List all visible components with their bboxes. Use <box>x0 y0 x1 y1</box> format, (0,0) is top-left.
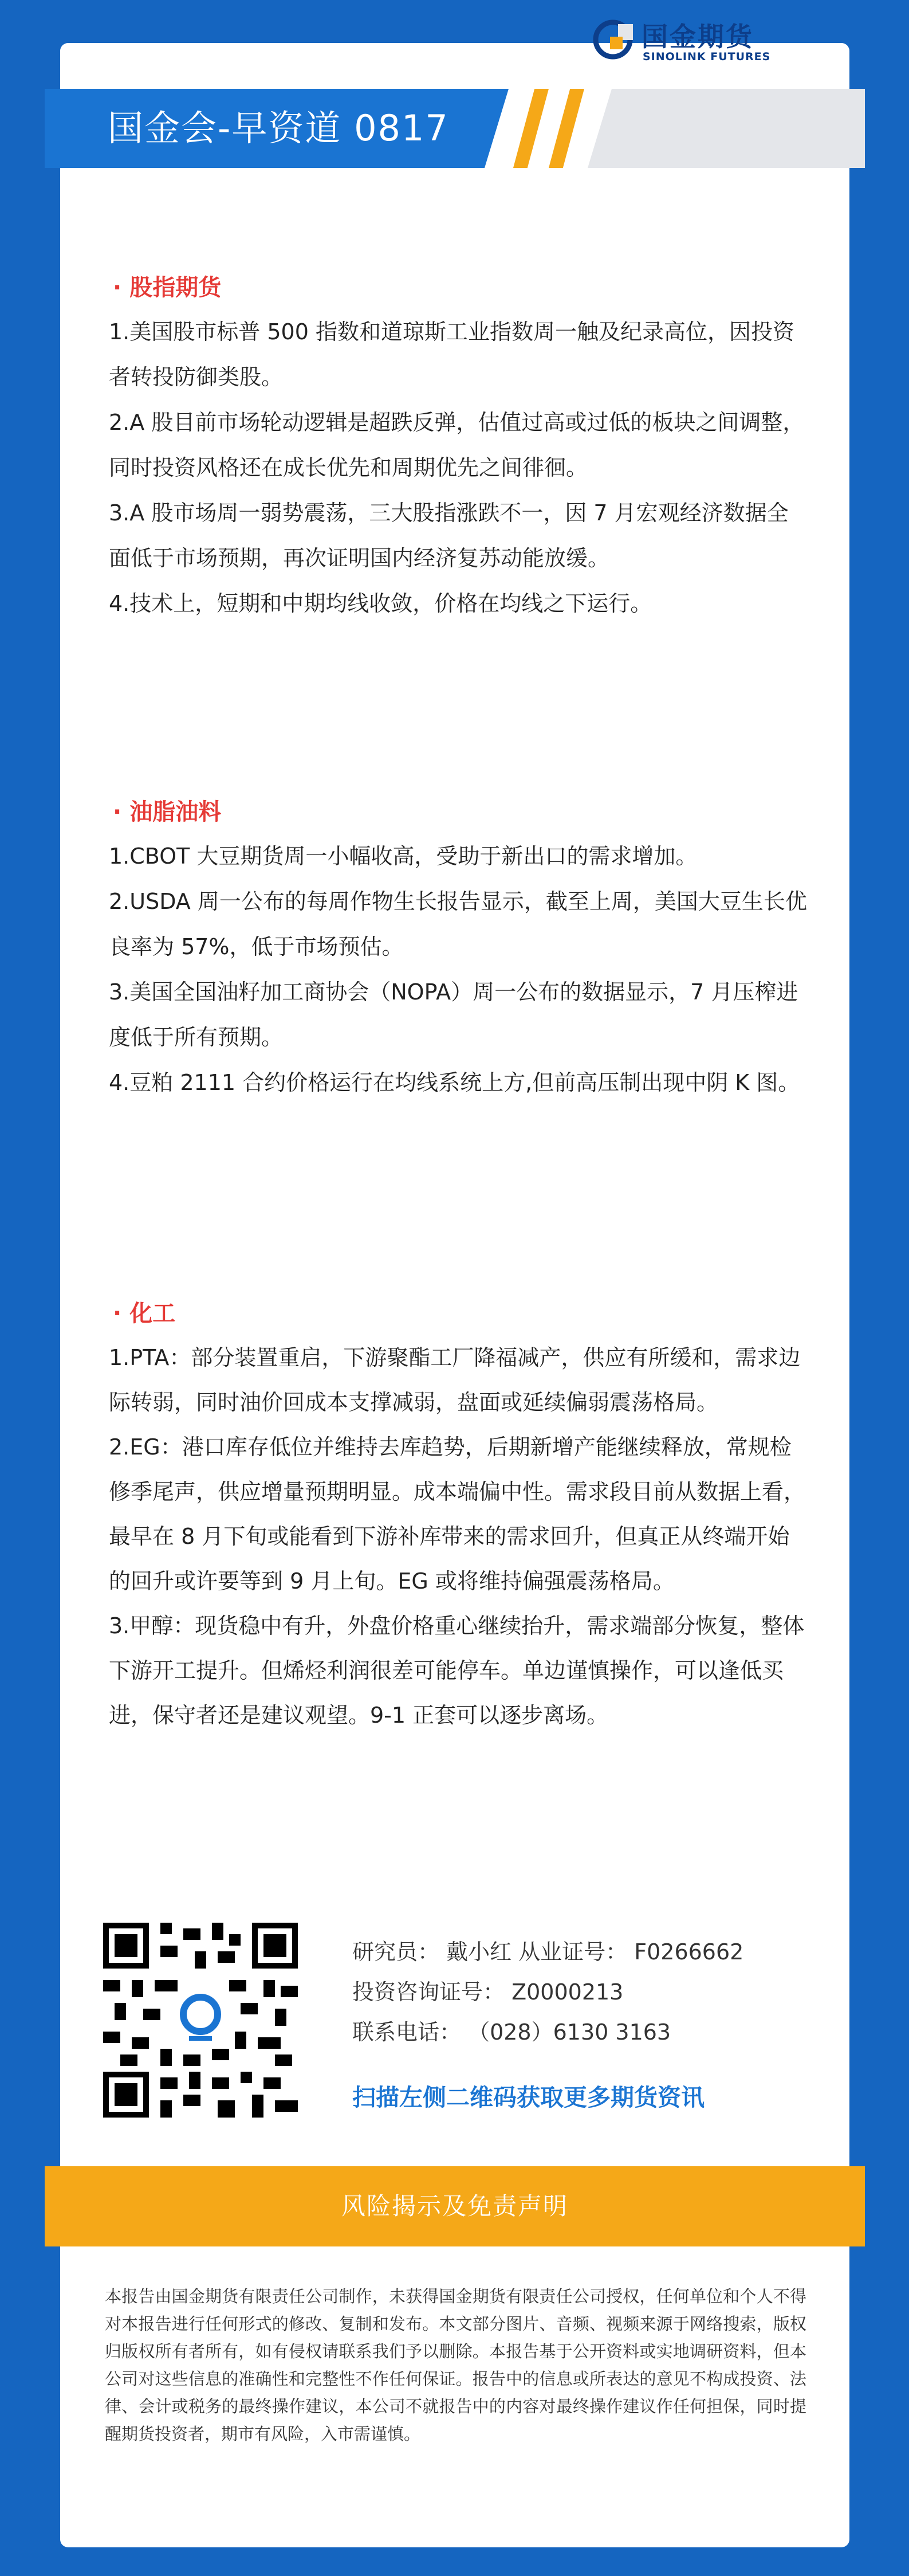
section-body-oils <box>109 834 808 1105</box>
researcher-line: 研究员： 戴小红 从业证号： F0266662 <box>352 1939 744 1965</box>
page-title: 国金会-早资道 0817 <box>108 107 449 149</box>
list-item: 3.A 股市场周一弱势震荡，三大股指涨跌不一，因 7 月宏观经济数据全面低于市场预期，再次证明国内经济复苏动能放缓。 <box>109 500 789 571</box>
scan-hint: 扫描左侧二维码获取更多期货资讯 <box>352 2084 705 2111</box>
section-title-chemicals: · 化工 <box>113 1300 176 1327</box>
disclaimer-title: 风险揭示及免责声明 <box>45 2166 865 2246</box>
header-banner <box>45 89 865 168</box>
list-item: 2.A 股目前市场轮动逻辑是超跌反弹，估值过高或过低的板块之间调整，同时投资风格还在成长优先和周期优先之间徘徊。 <box>109 410 805 480</box>
phone-line: 联系电话： （028）6130 3163 <box>352 2020 671 2045</box>
section-title-oils: · 油脂油料 <box>113 799 222 825</box>
bullet-dot-icon: · <box>113 799 122 825</box>
list-item: 3.美国全国油籽加工商协会（NOPA）周一公布的数据显示，7 月压榨进度低于所有预期。 <box>109 979 798 1050</box>
section-body-chemicals <box>109 1335 808 1738</box>
logo-text-cn: 国金期货 <box>642 21 754 52</box>
section-title-stock-index: · 股指期货 <box>113 275 222 301</box>
logo-text-en: SINOLINK FUTURES <box>643 50 771 63</box>
list-item: 4.豆粕 2111 合约价格运行在均线系统上方,但前高压制出现中阴 K 图。 <box>109 1070 800 1095</box>
banner-logo-block <box>588 89 865 168</box>
list-item: 3.甲醇：现货稳中有升，外盘价格重心继续抬升，需求端部分恢复，整体下游开工提升。但烯烃利润很差可能停车。单边谨慎操作，可以逢低买进，保守者还是建议观望。9-1 正套可以逐步离场。 <box>109 1613 805 1728</box>
list-item: 2.EG：港口库存低位并维持去库趋势，后期新增产能继续释放，常规检修季尾声，供应增量预期明显。成本端偏中性。需求段目前从数据上看，最早在 8 月下旬或能看到下游补库带来的需求回升，但真正从终端开始的回升或许要等到 9 月上旬。EG 或将维持偏强震荡格局。 <box>109 1434 806 1594</box>
banner-stripe <box>513 89 549 168</box>
list-item: 2.USDA 周一公布的每周作物生长报告显示，截至上周，美国大豆生长优良率为 57%，低于市场预估。 <box>109 889 807 959</box>
bullet-dot-icon: · <box>113 275 122 301</box>
disclaimer-text: 本报告由国金期货有限责任公司制作，未获得国金期货有限责任公司授权，任何单位和个人不得对本报告进行任何形式的修改、复制和发布。本文部分图片、音频、视频来源于网络搜索，版权归版权所有者所有，如有侵权请联系我们予以删除。本报告基于公开资料或实地调研资料，但本公司对这些信息的准确性和完整性不作任何保证。报告中的信息或所表达的意见不构成投资、法律、会计或税务的最终操作建议，本公司不就报告中的内容对最终操作建议作任何担保，同时提醒期货投资者，期市有风险，入市需谨慎。 <box>105 2287 806 2444</box>
banner-stripe <box>549 89 584 168</box>
list-item: 1.CBOT 大豆期货周一小幅收高，受助于新出口的需求增加。 <box>109 844 698 869</box>
list-item: 4.技术上，短期和中期均线收敛，价格在均线之下运行。 <box>109 591 652 616</box>
qr-code-icon[interactable] <box>103 1923 298 2118</box>
list-item: 1.美国股市标普 500 指数和道琼斯工业指数周一触及纪录高位，因投资者转投防御类股。 <box>109 319 794 390</box>
advisory-license-line: 投资咨询证号： Z0000213 <box>352 1979 624 2005</box>
list-item: 1.PTA：部分装置重启，下游聚酯工厂降福减产，供应有所缓和，需求边际转弱，同时油价回成本支撑减弱，盘面或延续偏弱震荡格局。 <box>109 1345 801 1415</box>
bullet-dot-icon: · <box>113 1300 122 1327</box>
section-body-stock-index <box>109 309 808 626</box>
sinolink-logo-icon <box>593 19 633 60</box>
